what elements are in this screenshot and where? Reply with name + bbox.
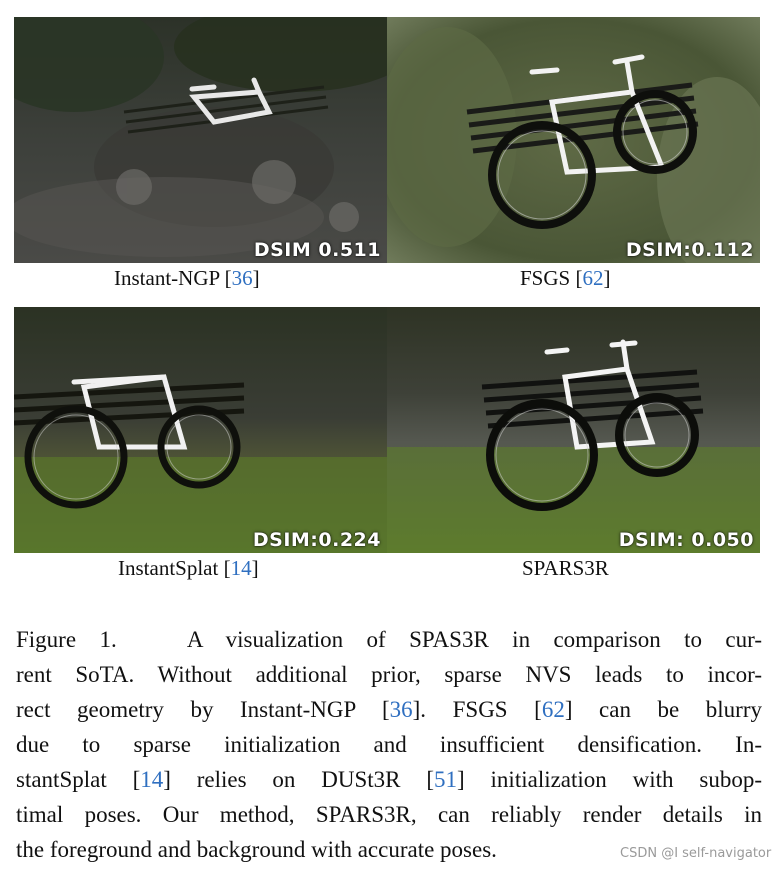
caption-text: ] relies on DUSt3R [ bbox=[163, 767, 435, 792]
panel-label-instantsplat: InstantSplat [14] bbox=[118, 556, 259, 580]
dsim-score: DSIM 0.511 bbox=[253, 239, 381, 261]
panel-label-fsgs: FSGS [62] bbox=[520, 266, 611, 290]
citation-link[interactable]: 62 bbox=[541, 697, 565, 722]
caption-line bbox=[16, 727, 762, 762]
caption-line bbox=[16, 692, 762, 727]
instantsplat-render-image bbox=[14, 307, 387, 553]
caption-text: timal poses. Our method, SPARS3R, can reliably render details in bbox=[16, 802, 762, 827]
panel-label-instant-ngp: Instant-NGP [36] bbox=[114, 266, 260, 290]
caption-text: A visualization of SPAS3R in comparison to cur- bbox=[186, 627, 762, 652]
method-name: FSGS bbox=[520, 266, 571, 290]
dsim-score: DSIM:0.224 bbox=[252, 529, 381, 551]
citation-link[interactable]: 14 bbox=[140, 767, 164, 792]
method-name: SPARS3R bbox=[522, 556, 609, 580]
citation-link[interactable]: 51 bbox=[434, 767, 458, 792]
fsgs-render-image bbox=[387, 17, 760, 263]
citation-link[interactable]: 36 bbox=[389, 697, 413, 722]
caption-text: due to sparse initialization and insufficient densification. In- bbox=[16, 732, 762, 757]
render-panel-instantsplat bbox=[14, 307, 387, 553]
caption-line bbox=[16, 622, 762, 657]
dsim-score: DSIM:0.112 bbox=[625, 239, 754, 261]
caption-text: stantSplat [ bbox=[16, 767, 141, 792]
caption-line bbox=[16, 762, 762, 797]
figure-caption bbox=[16, 622, 762, 867]
citation-link[interactable]: 62 bbox=[582, 266, 604, 290]
instant-ngp-render-image bbox=[14, 17, 387, 263]
panel-label-spars3r bbox=[522, 556, 609, 581]
caption-text: the foreground and background with accurate poses. bbox=[16, 837, 497, 862]
method-name: Instant-NGP bbox=[114, 266, 220, 290]
caption-line bbox=[16, 797, 762, 832]
figure-label: Figure 1. bbox=[16, 627, 117, 652]
caption-text: ] initialization with subop- bbox=[457, 767, 762, 792]
spars3r-render-image bbox=[387, 307, 760, 553]
render-panel-spars3r bbox=[387, 307, 760, 553]
caption-text: rent SoTA. Without additional prior, sparse NVS leads to incor- bbox=[16, 662, 762, 687]
citation-link[interactable]: 36 bbox=[231, 266, 253, 290]
citation-link[interactable]: 14 bbox=[230, 556, 252, 580]
render-panel-instant-ngp bbox=[14, 17, 387, 263]
dsim-score: DSIM: 0.050 bbox=[618, 529, 754, 551]
render-panel-fsgs bbox=[387, 17, 760, 263]
caption-text: ]. FSGS [ bbox=[412, 697, 542, 722]
method-name: InstantSplat bbox=[118, 556, 219, 580]
caption-line bbox=[16, 657, 762, 692]
watermark: CSDN @I self-navigator bbox=[620, 846, 772, 861]
caption-text: rect geometry by Instant-NGP [ bbox=[16, 697, 390, 722]
caption-text: ] can be blurry bbox=[564, 697, 762, 722]
